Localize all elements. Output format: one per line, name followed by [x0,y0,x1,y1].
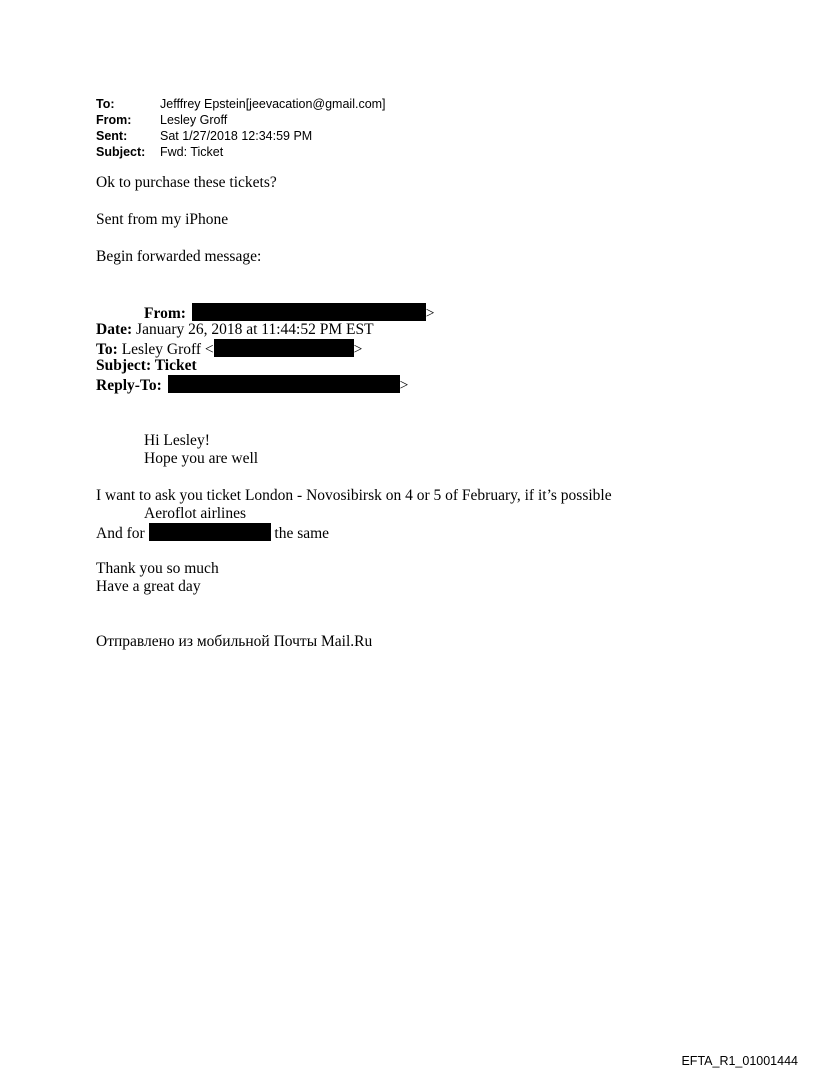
fwd-to-row [96,339,362,359]
header-subject-value: Fwd: Ticket [160,145,224,159]
fwd-date-row [96,321,374,339]
header-to-label: To: [96,97,115,111]
redaction-block [192,303,426,321]
fwd-replyto-suffix: > [399,377,409,394]
redaction-block [149,523,271,541]
msg-greeting: Hi Lesley! [144,432,210,449]
msg-the-same: the same [274,525,330,542]
msg-hope: Hope you are well [144,450,259,467]
header-from-value: Lesley Groff [160,113,228,127]
header-sent-value: Sat 1/27/2018 12:34:59 PM [160,129,313,143]
body-line-begin-forwarded: Begin forwarded message: [96,248,262,265]
msg-and-for: And for [96,525,145,542]
fwd-to-label: To: [96,341,118,358]
header-to-row [96,96,386,112]
header-sent-label: Sent: [96,129,128,143]
header-subject-row [96,144,386,160]
redaction-block [214,339,354,357]
header-from-label: From: [96,113,132,127]
fwd-date-value: January 26, 2018 at 11:44:52 PM EST [132,321,374,338]
fwd-replyto-label: Reply-To: [96,377,162,394]
msg-thanks: Thank you so much [96,560,219,577]
msg-and-for-row [96,523,329,543]
msg-signature: Отправлено из мобильной Почты Mail.Ru [96,633,373,650]
fwd-to-suffix: > [353,341,363,358]
fwd-date-label: Date: [96,321,133,338]
fwd-subject-label: Subject: [96,357,152,374]
fwd-subject-row [96,357,197,375]
body-line-sent-from: Sent from my iPhone [96,211,229,228]
header-from-row [96,112,386,128]
msg-airline: Aeroflot airlines [144,505,247,522]
fwd-from-suffix: > [425,305,435,322]
header-to-value: Jefffrey Epstein[jeevacation@gmail.com] [160,97,386,111]
email-header [96,96,386,160]
msg-great-day: Have a great day [96,578,201,595]
header-subject-label: Subject: [96,145,146,159]
header-sent-row [96,128,386,144]
fwd-replyto-row [96,375,408,395]
msg-ask: I want to ask you ticket London - Novosibirsk on 4 or 5 of February, if it’s possible [96,487,612,504]
body-line-purchase: Ok to purchase these tickets? [96,174,277,191]
redaction-block [168,375,400,393]
fwd-from-label: From: [144,305,186,322]
fwd-from-row [144,303,435,323]
document-id: EFTA_R1_01001444 [681,1054,798,1068]
fwd-subject-value: Ticket [151,357,197,374]
fwd-to-value: Lesley Groff < [117,341,214,358]
